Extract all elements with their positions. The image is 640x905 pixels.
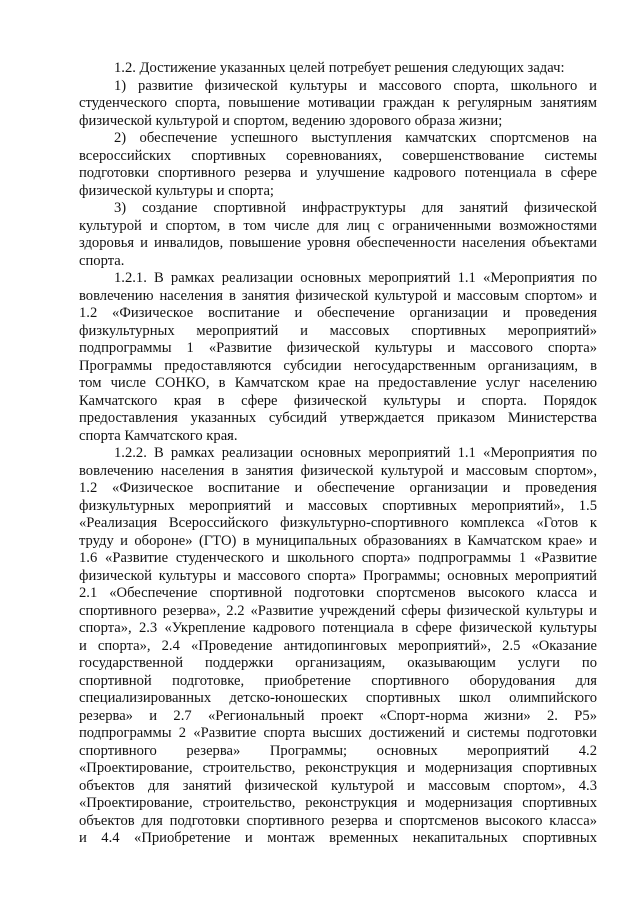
paragraph-task-3 xyxy=(79,200,597,270)
text-line: спортивной подготовке, приобретение спортивного оборудования для xyxy=(79,672,597,689)
text-line: студенческого спорта, повышение мотивации граждан к регулярным занятиям xyxy=(79,95,597,111)
text-line: резерва» и 2.7 «Региональный проект «Спорт-норма жизни» 2. Р5» xyxy=(79,707,597,724)
text-line: объектов для занятий физической культурой и массовым спортом», 4.3 xyxy=(79,777,597,794)
text-line: всероссийских спортивных соревнованиях, совершенствование системы xyxy=(79,147,597,164)
text-line: объектов для подготовки спортивного резерва и спортсменов высокого класса» xyxy=(79,812,597,829)
text-line: 2.1 «Обеспечение спортивной подготовки спортсменов высокого класса и xyxy=(79,585,597,601)
document-page xyxy=(79,60,597,848)
text-line: подготовки спортивного резерва и улучшение кадрового потенциала в сфере xyxy=(79,165,597,181)
text-line: «Проектирование, строительство, реконструкция и модернизация спортивных xyxy=(79,795,597,811)
paragraph-1-2-1 xyxy=(79,270,597,445)
text-line: спорта», 2.3 «Укрепление кадрового потенциала в сфере физической культуры xyxy=(79,620,597,636)
text-line: 3) создание спортивной инфраструктуры для занятий физической xyxy=(114,200,597,216)
text-line: государственной поддержки организациям, оказывающим услуги по xyxy=(79,655,597,671)
text-line: физкультурных мероприятий и массовых спортивных мероприятий» xyxy=(79,322,597,339)
text-line: специализированных детско-юношеских спортивных школ олимпийского xyxy=(79,690,597,706)
text-line: физической культуры и спорта; xyxy=(79,182,274,199)
text-line: физкультурных мероприятий и массовых спортивных мероприятий», 1.5 xyxy=(79,497,597,514)
text-line: 1.2 «Физическое воспитание и обеспечение организации и проведения xyxy=(79,305,597,321)
paragraph-1-2-2 xyxy=(79,445,597,848)
text-line: здоровья и инвалидов, повышение уровня обеспеченности населения объектами xyxy=(79,235,597,251)
text-line: культурой и спортом, в том числе для лиц с ограниченными возможностями xyxy=(79,217,597,234)
text-line: физической культуры и массового спорта» Программы; основных мероприятий xyxy=(79,567,597,584)
text-line: труду и обороне» (ГТО) в муниципальных образованиях в Камчатском крае» и xyxy=(79,532,597,549)
text-line: Программы предоставляются субсидии негосударственным организациям, в xyxy=(79,357,597,374)
text-line: подпрограммы 1 «Развитие физической культуры и массового спорта» xyxy=(79,340,597,356)
text-line: 1.6 «Развитие студенческого и школьного спорта» подпрограммы 1 «Развитие xyxy=(79,550,597,566)
text-line: 1.2. Достижение указанных целей потребует решения следующих задач: xyxy=(114,60,565,76)
text-line: вовлечению населения в занятия физической культурой и массовым спортом», xyxy=(79,462,597,479)
text-line: вовлечению населения в занятия физической культурой и массовым спортом» и xyxy=(79,287,597,304)
paragraph-1-2 xyxy=(79,60,597,78)
text-line: физической культурой и спортом, ведению здорового образа жизни; xyxy=(79,112,503,129)
text-line: Камчатского края в сфере физической культуры и спорта. Порядок xyxy=(79,392,597,409)
text-line: «Проектирование, строительство, реконструкция и модернизация спортивных xyxy=(79,760,597,776)
text-line: подпрограммы 2 «Развитие спорта высших достижений и системы подготовки xyxy=(79,725,597,741)
text-line: 1) развитие физической культуры и массового спорта, школьного и xyxy=(114,77,597,94)
text-line: предоставления указанных субсидий утверждается приказом Министерства xyxy=(79,410,597,426)
paragraph-task-2 xyxy=(79,130,597,200)
paragraph-task-1 xyxy=(79,78,597,131)
text-line: «Реализация Всероссийского физкультурно-спортивного комплекса «Готов к xyxy=(79,515,597,531)
text-line: и спорта», 2.4 «Проведение антидопинговых мероприятий», 2.5 «Оказание xyxy=(79,637,597,654)
text-line: 1.2.2. В рамках реализации основных мероприятий 1.1 «Мероприятия по xyxy=(114,445,597,461)
text-line: спортивного резерва» Программы; основных мероприятий 4.2 xyxy=(79,742,597,759)
text-line: и 4.4 «Приобретение и монтаж временных некапитальных спортивных xyxy=(79,830,597,846)
text-line: 1.2.1. В рамках реализации основных мероприятий 1.1 «Мероприятия по xyxy=(114,270,597,286)
text-line: спорта Камчатского края. xyxy=(79,427,238,444)
text-line: том числе СОНКО, в Камчатском крае на предоставление услуг населению xyxy=(79,375,597,391)
text-line: 2) обеспечение успешного выступления камчатских спортсменов на xyxy=(114,130,597,146)
text-line: 1.2 «Физическое воспитание и обеспечение организации и проведения xyxy=(79,480,597,496)
text-line: спорта. xyxy=(79,252,125,269)
text-line: спортивного резерва», 2.2 «Развитие учреждений сферы физической культуры и xyxy=(79,602,597,619)
